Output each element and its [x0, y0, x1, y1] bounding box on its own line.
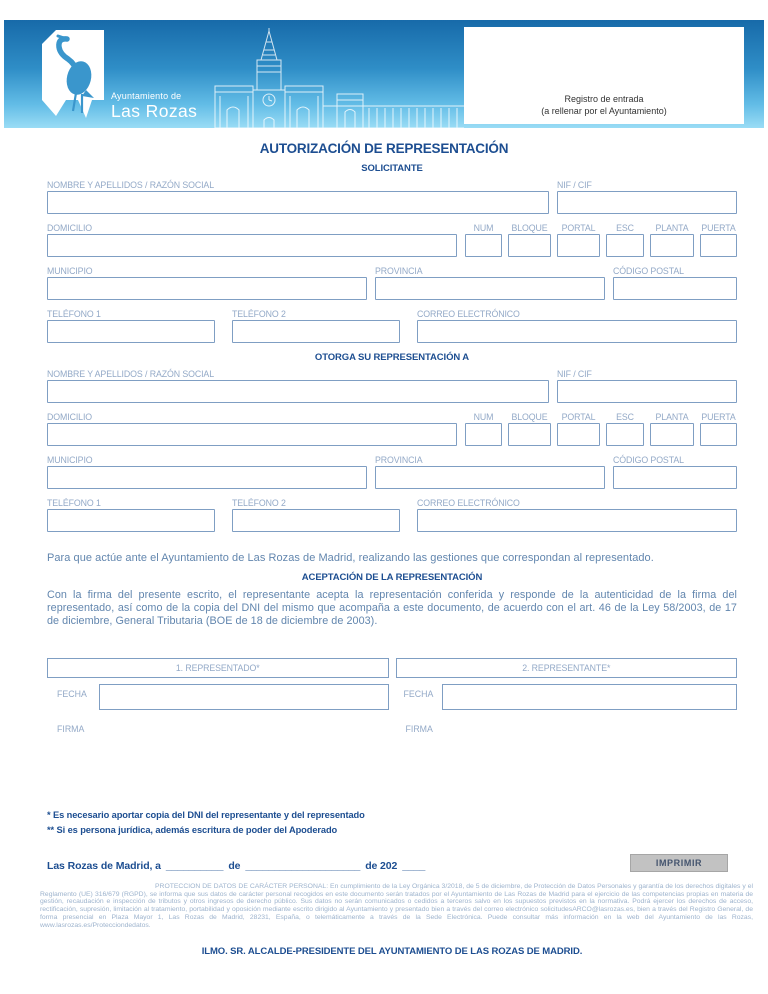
- label-nombre: NOMBRE Y APELLIDOS / RAZÓN SOCIAL: [47, 180, 214, 190]
- registry-entry-box: [464, 27, 744, 124]
- label-telefono2: TELÉFONO 2: [232, 309, 286, 319]
- page-title: AUTORIZACIÓN DE REPRESENTACIÓN: [259, 141, 509, 156]
- label-correo: CORREO ELECTRÓNICO: [417, 498, 520, 508]
- input-representante-correo[interactable]: [417, 509, 737, 532]
- input-representante-bloque[interactable]: [508, 423, 551, 446]
- label-esc: ESC: [616, 412, 634, 422]
- label-codigo-postal: CÓDIGO POSTAL: [613, 455, 684, 465]
- footnote-dni: * Es necesario aportar copia del DNI del representante y del representado: [47, 810, 365, 820]
- representante-heading: 2. REPRESENTANTE*: [396, 658, 738, 678]
- label-puerta: PUERTA: [701, 412, 736, 422]
- input-fecha-representado[interactable]: [99, 684, 389, 710]
- input-solicitante-domicilio[interactable]: [47, 234, 457, 257]
- label-provincia: PROVINCIA: [375, 266, 423, 276]
- label-num: NUM: [473, 223, 494, 233]
- input-fecha-representante[interactable]: [442, 684, 738, 710]
- registry-line2: (a rellenar por el Ayuntamiento): [541, 105, 667, 116]
- date-and-print-row: [47, 854, 737, 872]
- input-representante-nombre[interactable]: [47, 380, 549, 403]
- firma-space-representado: [47, 734, 389, 808]
- org-line1: Ayuntamiento de: [111, 90, 182, 101]
- date-part1: Las Rozas de Madrid, a: [47, 860, 161, 872]
- label-esc: ESC: [616, 223, 634, 233]
- label-planta: PLANTA: [655, 412, 689, 422]
- date-blank-day: __________: [165, 860, 224, 872]
- input-solicitante-esc[interactable]: [606, 234, 644, 257]
- label-planta: PLANTA: [655, 223, 689, 233]
- date-part2: de: [228, 860, 241, 872]
- input-solicitante-telefono1[interactable]: [47, 320, 215, 343]
- label-puerta: PUERTA: [701, 223, 736, 233]
- print-button[interactable]: IMPRIMIR: [630, 854, 728, 872]
- input-solicitante-puerta[interactable]: [700, 234, 737, 257]
- input-solicitante-telefono2[interactable]: [232, 320, 400, 343]
- label-nif: NIF / CIF: [557, 180, 592, 190]
- input-solicitante-nombre[interactable]: [47, 191, 549, 214]
- registry-line1: Registro de entrada: [564, 94, 644, 104]
- label-domicilio: DOMICILIO: [47, 412, 93, 422]
- input-representante-municipio[interactable]: [47, 466, 367, 489]
- header-banner: [4, 20, 764, 128]
- signature-col-representado: [47, 658, 389, 808]
- section-heading-aceptacion: ACEPTACIÓN DE LA REPRESENTACIÓN: [301, 572, 483, 583]
- input-solicitante-planta[interactable]: [650, 234, 694, 257]
- input-solicitante-nif[interactable]: [557, 191, 737, 214]
- label-telefono1: TELÉFONO 1: [47, 498, 101, 508]
- signature-table: [47, 658, 737, 808]
- signature-col-representante: [396, 658, 738, 808]
- input-solicitante-codigo-postal[interactable]: [613, 277, 737, 300]
- input-representante-nif[interactable]: [557, 380, 737, 403]
- input-representante-provincia[interactable]: [375, 466, 605, 489]
- input-solicitante-correo[interactable]: [417, 320, 737, 343]
- label-bloque: BLOQUE: [511, 412, 548, 422]
- date-part3: de 202: [365, 860, 398, 872]
- input-solicitante-portal[interactable]: [557, 234, 600, 257]
- label-fecha: FECHA: [57, 689, 87, 699]
- label-telefono2: TELÉFONO 2: [232, 498, 286, 508]
- representante-section: [47, 369, 737, 532]
- input-representante-planta[interactable]: [650, 423, 694, 446]
- purpose-paragraph: Para que actúe ante el Ayuntamiento de Las Rozas de Madrid, realizando las gestiones que correspondan al representado.: [47, 552, 654, 564]
- label-provincia: PROVINCIA: [375, 455, 423, 465]
- input-representante-portal[interactable]: [557, 423, 600, 446]
- input-solicitante-bloque[interactable]: [508, 234, 551, 257]
- footnote-persona-juridica: ** Si es persona jurídica, además escritura de poder del Apoderado: [47, 825, 338, 835]
- solicitante-section: [47, 180, 737, 343]
- input-representante-codigo-postal[interactable]: [613, 466, 737, 489]
- input-representante-telefono2[interactable]: [232, 509, 400, 532]
- addressee-footer: ILMO. SR. ALCALDE-PRESIDENTE DEL AYUNTAMIENTO DE LAS ROZAS DE MADRID.: [201, 946, 583, 958]
- label-firma: FIRMA: [57, 724, 85, 734]
- label-municipio: MUNICIPIO: [47, 455, 93, 465]
- label-municipio: MUNICIPIO: [47, 266, 93, 276]
- input-representante-telefono1[interactable]: [47, 509, 215, 532]
- label-firma: FIRMA: [405, 724, 433, 734]
- date-blank-year: ____: [402, 860, 426, 872]
- section-heading-solicitante: SOLICITANTE: [361, 163, 423, 174]
- label-portal: PORTAL: [561, 223, 596, 233]
- label-nombre: NOMBRE Y APELLIDOS / RAZÓN SOCIAL: [47, 369, 214, 379]
- firma-space-representante: [396, 734, 738, 808]
- org-line2: Las Rozas: [111, 100, 198, 121]
- label-portal: PORTAL: [561, 412, 596, 422]
- label-codigo-postal: CÓDIGO POSTAL: [613, 266, 684, 276]
- organization-name: [111, 92, 197, 121]
- label-nif: NIF / CIF: [557, 369, 592, 379]
- town-hall-illustration-icon: [209, 28, 464, 128]
- input-solicitante-provincia[interactable]: [375, 277, 605, 300]
- label-telefono1: TELÉFONO 1: [47, 309, 101, 319]
- data-protection-notice: PROTECCION DE DATOS DE CARÁCTER PERSONAL: En cumplimiento de la Ley Orgánica 3/2018, de 5 de diciembre, de Protección de Datos Personales y garantía de los derechos digitales y el Reglamento (UE) 316/679 (RGPD), se informa que sus datos de carácter personal recogidos en este documento serán tratados por el Ayuntamiento de Las Rozas de Madrid para el ejercicio de las competencias propias en materia de gestión, recaudación e inspección de tributos y otros ingresos de derecho público. Sus datos no serán comunicados o cedidos a terceros salvo en los supuestos previstos en la normativa. Podrá ejercer los derechos de acceso, rectificación, supresión, limitación al tratamiento, portabilidad y oposición mediante escrito dirigido al Ayuntamiento y presentado bien a través del correo electrónico solicitudesARCO@lasrozas.es, bien a través del Registro General, de forma presencial en Plaza Mayor 1, Las Rozas de Madrid, 28231, España, o telemáticamente a través de la Sede Electrónica. Puede consultar más información en la web del Ayuntamiento de las Rozas, www.lasrozas.es/Protecciondedatos.: [40, 883, 753, 929]
- input-solicitante-municipio[interactable]: [47, 277, 367, 300]
- las-rozas-bird-logo-icon: [42, 30, 104, 122]
- label-fecha: FECHA: [403, 689, 434, 699]
- input-representante-domicilio[interactable]: [47, 423, 457, 446]
- label-correo: CORREO ELECTRÓNICO: [417, 309, 520, 319]
- date-line: [47, 854, 430, 872]
- label-bloque: BLOQUE: [511, 223, 548, 233]
- input-solicitante-num[interactable]: [465, 234, 502, 257]
- input-representante-num[interactable]: [465, 423, 502, 446]
- label-domicilio: DOMICILIO: [47, 223, 93, 233]
- label-num: NUM: [473, 412, 494, 422]
- aceptacion-paragraph: Con la firma del presente escrito, el representante acepta la representación conferida y responde de la autenticidad de la firma del representado, así como de la copia del DNI del mismo que acompaña a este documento, de acuerdo con el art. 46 de la Ley 58/2003, de 17 de diciembre, General Tributaria (BOE de 18 de diciembre de 2003).: [47, 589, 737, 627]
- section-heading-otorga: OTORGA SU REPRESENTACIÓN A: [314, 352, 470, 363]
- input-representante-puerta[interactable]: [700, 423, 737, 446]
- representado-heading: 1. REPRESENTADO*: [47, 658, 389, 678]
- date-blank-month: ____________________: [245, 860, 361, 872]
- input-representante-esc[interactable]: [606, 423, 644, 446]
